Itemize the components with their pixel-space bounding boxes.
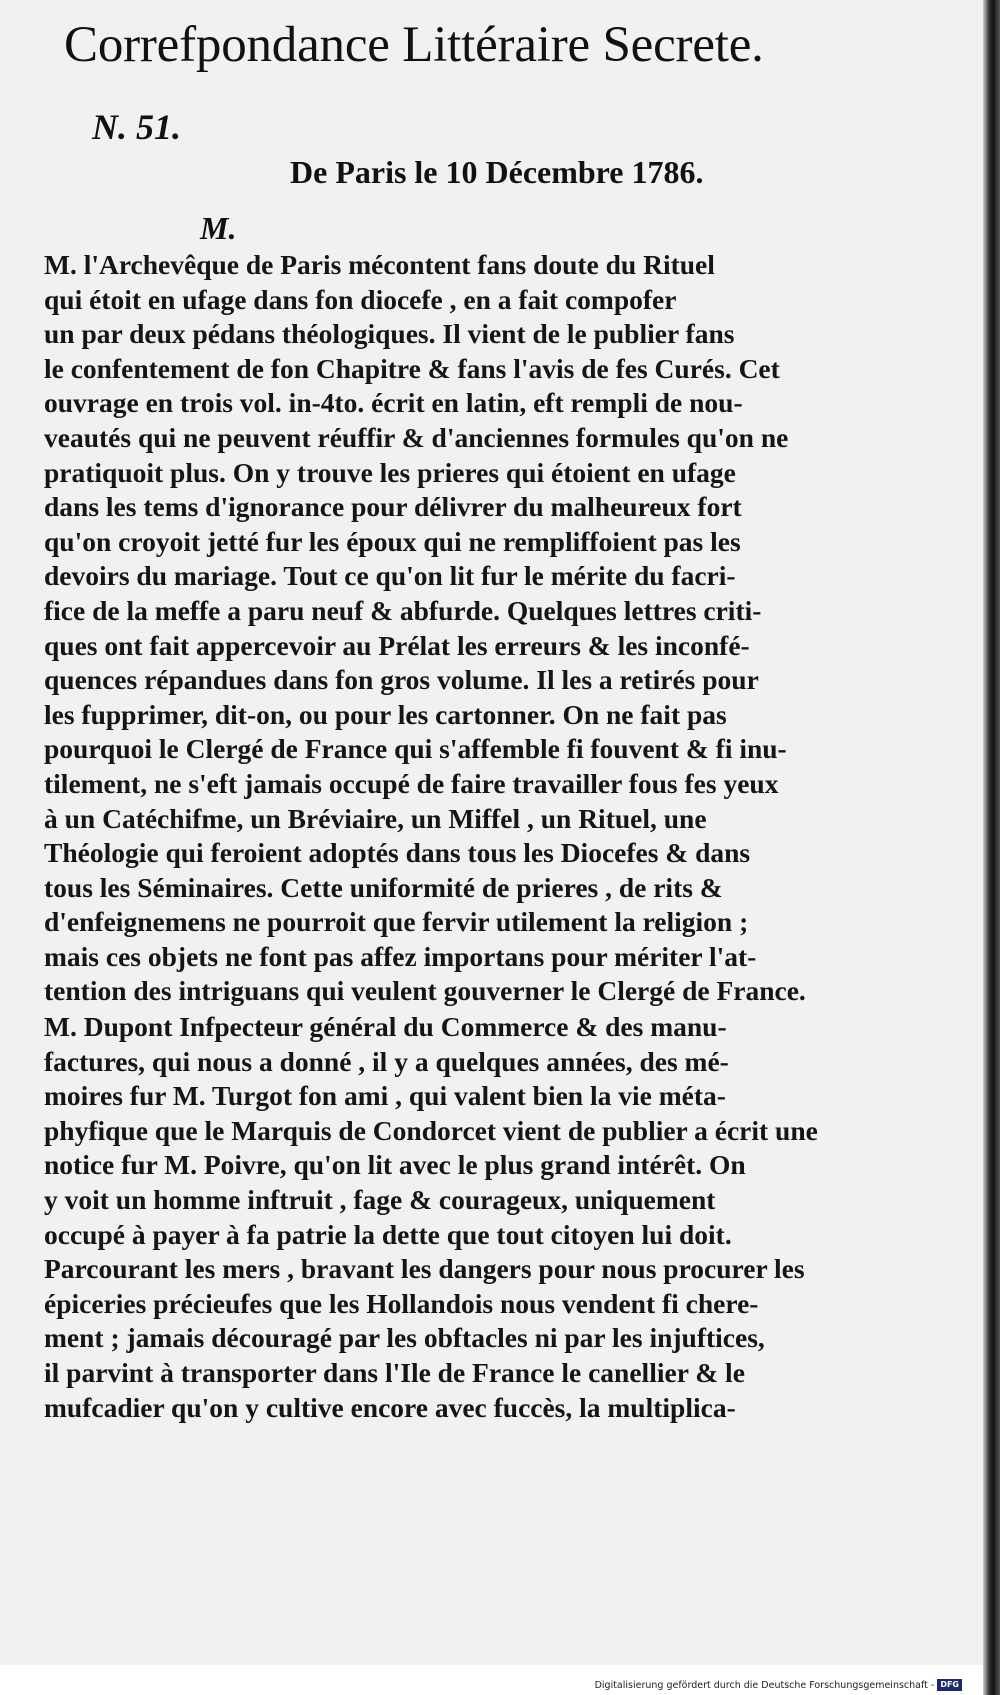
text-line: tention des intriguans qui veulent gouverner le Clergé de France. — [44, 975, 806, 1007]
text-line: ment ; jamais découragé par les obftacles ni par les injuftices, — [44, 1322, 765, 1354]
text-line: un par deux pédans théologiques. Il vient de le publier fans — [44, 318, 735, 350]
paragraph-dupont — [44, 1010, 924, 1425]
text-line: le confentement de fon Chapitre & fans l'avis de fes Curés. Cet — [44, 352, 780, 384]
text-line: qu'on croyoit jetté fur les époux qui ne rempliffoient pas les — [44, 525, 741, 557]
text-line: ques ont fait appercevoir au Prélat les erreurs & les inconfé- — [44, 629, 750, 661]
text-line: y voit un homme inftruit , fage & courageux, uniquement — [44, 1183, 716, 1215]
text-line: moires fur M. Turgot fon ami , qui valent bien la vie méta- — [44, 1080, 726, 1112]
text-line: pourquoi le Clergé de France qui s'affemble fi fouvent & fi inu- — [44, 733, 787, 765]
text-line: qui étoit en ufage dans fon diocefe , en a fait compofer — [44, 283, 677, 315]
text-line: épiceries précieufes que les Hollandois nous vendent fi chere- — [44, 1287, 759, 1319]
text-line: notice fur M. Poivre, qu'on lit avec le plus grand intérêt. On — [44, 1149, 746, 1181]
text-line: veautés qui ne peuvent réuffir & d'anciennes formules qu'on ne — [44, 421, 789, 453]
text-line: ouvrage en trois vol. in-4to. écrit en latin, eft rempli de nou- — [44, 387, 743, 419]
text-line: dans les tems d'ignorance pour délivrer du malheureux fort — [44, 491, 742, 523]
text-line: d'enfeignemens ne pourroit que fervir utilement la religion ; — [44, 906, 749, 938]
text-line: à un Catéchifme, un Bréviaire, un Miffel , un Rituel, une — [44, 802, 707, 834]
text-line: factures, qui nous a donné , il y a quelques années, des mé- — [44, 1045, 729, 1077]
text-line: tilement, ne s'eft jamais occupé de faire travailler fous fes yeux — [44, 767, 779, 799]
text-line: mais ces objets ne font pas affez importans pour mériter l'at- — [44, 940, 757, 972]
text-line: fice de la meffe a paru neuf & abfurde. Quelques lettres criti- — [44, 594, 762, 626]
page-edge-shadow — [983, 0, 1000, 1695]
text-line: quences répandues dans fon gros volume. Il les a retirés pour — [44, 664, 759, 696]
text-line: Parcourant les mers , bravant les dangers pour nous procurer les — [44, 1253, 805, 1285]
dateline: De Paris le 10 Décembre 1786. — [290, 154, 704, 190]
digitization-credit — [595, 1679, 962, 1691]
text-line: les fupprimer, dit-on, ou pour les cartonner. On ne fait pas — [44, 698, 727, 730]
text-line: phyfique que le Marquis de Condorcet vient de publier a écrit une — [44, 1114, 818, 1146]
text-line: devoirs du mariage. Tout ce qu'on lit fur le mérite du facri- — [44, 560, 736, 592]
paragraph-archeveque — [44, 248, 924, 1009]
dfg-logo: DFG — [937, 1679, 962, 1691]
addressee: M. — [200, 210, 237, 246]
text-line: M. Dupont Infpecteur général du Commerce & des manu- — [44, 1011, 727, 1042]
text-line: M. l'Archevêque de Paris mécontent fans doute du Rituel — [44, 249, 715, 280]
text-line: mufcadier qu'on y cultive encore avec fuccès, la multiplica- — [44, 1391, 736, 1423]
text-line: il parvint à transporter dans l'Ile de France le canellier & le — [44, 1356, 745, 1388]
journal-title: Correfpondance Littéraire Secrete. — [64, 17, 764, 73]
credit-text: Digitalisierung gefördert durch die Deutsche Forschungsgemeinschaft - — [594, 1679, 935, 1691]
text-line: pratiquoit plus. On y trouve les prieres qui étoient en ufage — [44, 456, 736, 488]
text-line: Théologie qui feroient adoptés dans tous les Diocefes & dans — [44, 837, 751, 869]
text-line: occupé à payer à fa patrie la dette que tout citoyen lui doit. — [44, 1218, 732, 1250]
issue-number: N. 51. — [92, 107, 181, 147]
text-line: tous les Séminaires. Cette uniformité de prieres , de rits & — [44, 871, 723, 903]
